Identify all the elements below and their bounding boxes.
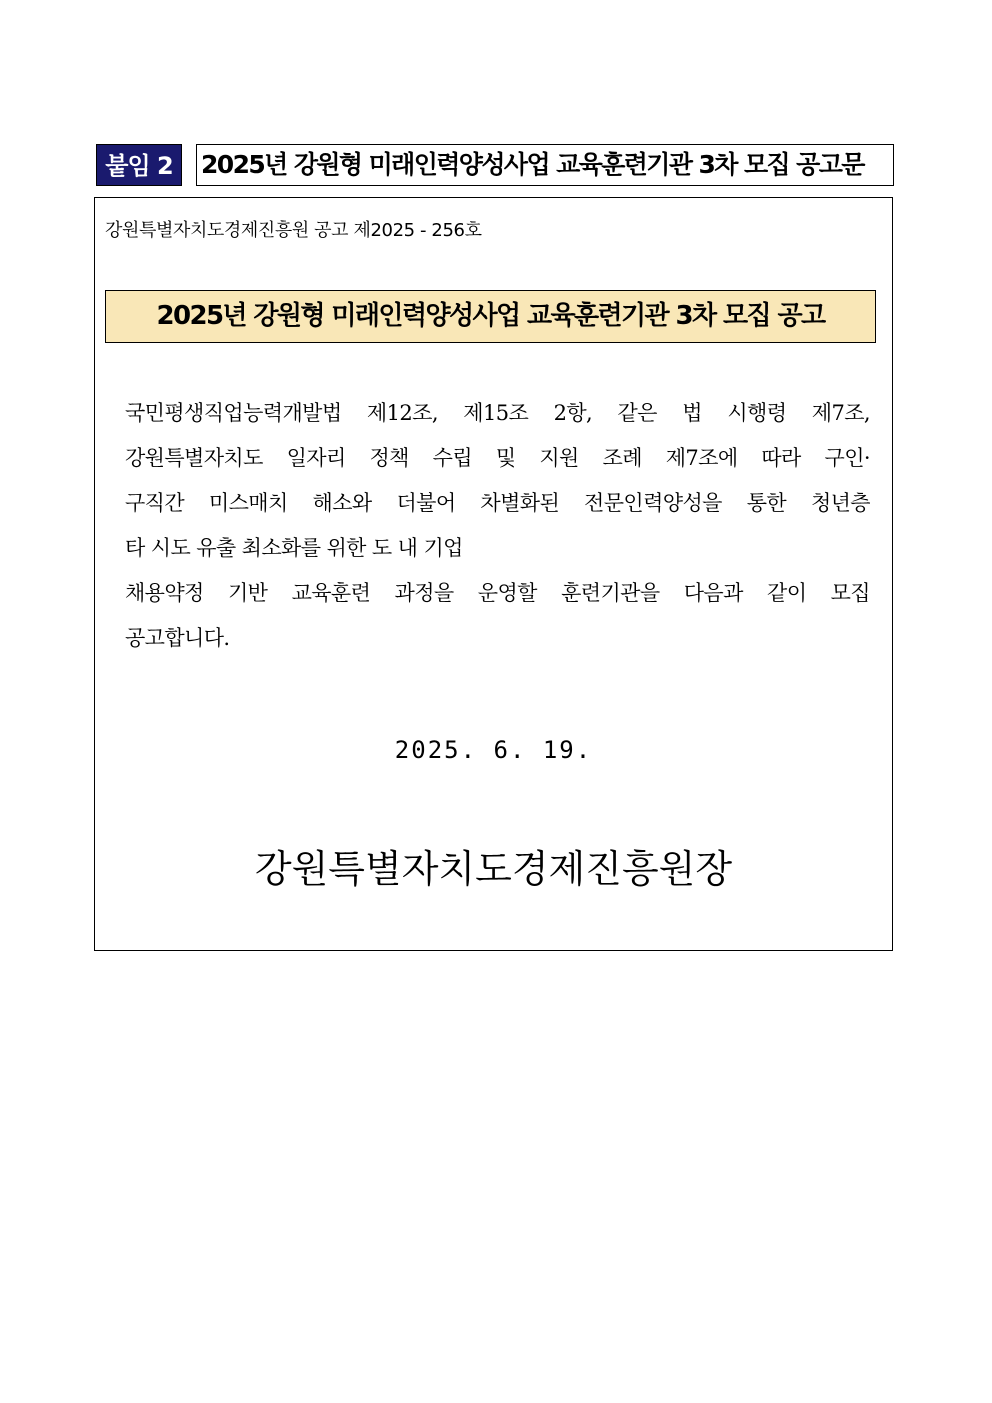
notice-box [94, 197, 893, 951]
body-line: 구직간 미스매치 해소와 더불어 차별화된 전문인력양성을 통한 청년층 [125, 491, 870, 515]
notice-title: 2025년 강원형 미래인력양성사업 교육훈련기관 3차 모집 공고 [105, 290, 876, 343]
attachment-title: 2025년 강원형 미래인력양성사업 교육훈련기관 3차 모집 공고문 [196, 144, 894, 186]
notice-number: 강원특별자치도경제진흥원 공고 제2025 - 256호 [105, 220, 482, 241]
notice-body [125, 391, 870, 661]
body-line: 타 시도 유출 최소화를 위한 도 내 기업 [125, 536, 463, 560]
attachment-header [96, 144, 894, 186]
body-line: 국민평생직업능력개발법 제12조, 제15조 2항, 같은 법 시행령 제7조, [125, 401, 870, 425]
notice-issuer: 강원특별자치도경제진흥원장 [254, 847, 733, 891]
body-line: 채용약정 기반 교육훈련 과정을 운영할 훈련기관을 다음과 같이 모집 [125, 581, 870, 605]
body-line: 공고합니다. [125, 626, 230, 650]
body-line: 강원특별자치도 일자리 정책 수립 및 지원 조례 제7조에 따라 구인· [125, 446, 870, 470]
attachment-badge: 붙임 2 [96, 144, 182, 186]
notice-date: 2025. 6. 19. [394, 736, 593, 764]
